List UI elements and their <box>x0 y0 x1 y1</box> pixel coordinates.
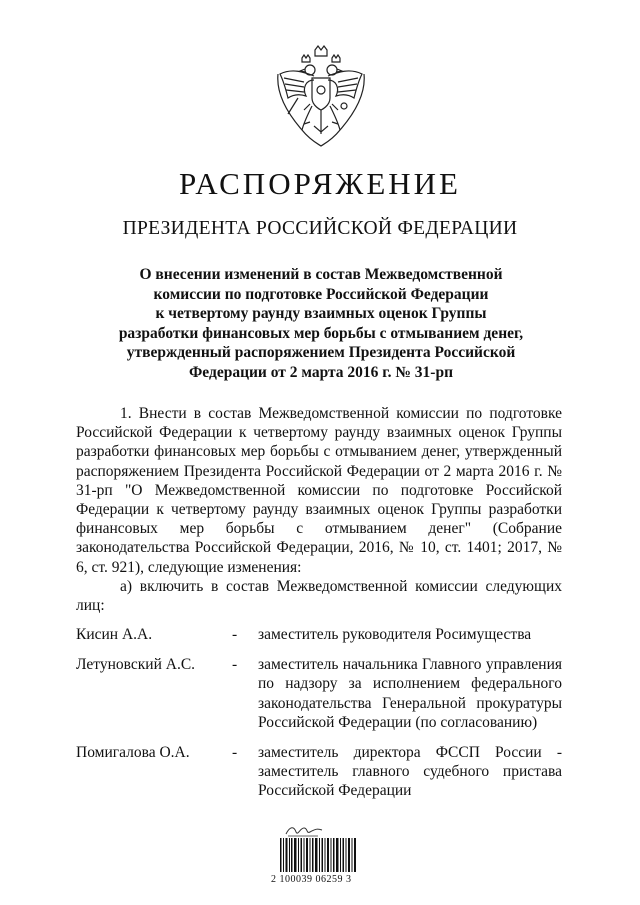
member-row <box>76 625 562 644</box>
heading-line: к четвертому раунду взаимных оценок Группы <box>155 305 487 322</box>
members-list <box>76 625 562 812</box>
body-paragraph: а) включить в состав Межведомственной комиссии следующих лиц: <box>76 577 562 615</box>
member-role: заместитель руководителя Росимущества <box>258 626 532 643</box>
member-dash: - <box>232 656 238 674</box>
initials-mark <box>284 822 324 838</box>
document-body <box>76 404 562 615</box>
coat-of-arms-emblem <box>274 44 368 148</box>
body-paragraph: 1. Внести в состав Межведомственной комиссии по подготовке Российской Федерации к четвертому раунду взаимных оценок Группы разработки финансовых мер борьбы с отмыванием денег, утвержденный распоряжением Президента Российской Федерации от 2 марта 2016 г. № 31-рп "О Межведомственной комиссии по подготовке Российской Федерации к четвертому раунду взаимных оценок Группы разработки финансовых мер борьбы с отмыванием денег" (Собрание законодательства Российской Федерации, 2016, № 10, ст. 1401; 2017, № 6, ст. 921), следующие изменения: <box>76 405 562 576</box>
member-row <box>76 743 562 801</box>
member-role: заместитель директора ФССП России - заместитель главного судебного пристава Российской Федерации <box>258 744 562 800</box>
heading-line: комиссии по подготовке Российской Федерации <box>153 285 489 303</box>
member-dash: - <box>232 744 238 762</box>
member-name: Летуновский А.С. <box>76 656 196 674</box>
heading-line: утвержденный распоряжением Президента Российской <box>126 344 516 361</box>
heading-line: О внесении изменений в состав Межведомственной <box>139 266 503 283</box>
barcode <box>280 838 356 872</box>
document-title: РАСПОРЯЖЕНИЕ <box>179 166 461 201</box>
member-name: Кисин А.А. <box>76 626 153 643</box>
member-dash: - <box>232 626 238 643</box>
member-row <box>76 655 562 732</box>
heading-line: Федерации от 2 марта 2016 г. № 31-рп <box>188 363 454 381</box>
order-heading <box>95 265 547 382</box>
member-role: заместитель начальника Главного управления по надзору за исполнением федерального законодательства Генеральной прокуратуры Российской Федерации (по согласованию) <box>258 656 562 731</box>
barcode-number: 2 100039 06259 3 <box>271 874 352 885</box>
document-subtitle: ПРЕЗИДЕНТА РОССИЙСКОЙ ФЕДЕРАЦИИ <box>122 218 518 239</box>
heading-line: разработки финансовых мер борьбы с отмыванием денег, <box>118 324 524 342</box>
member-name: Помигалова О.А. <box>76 744 190 762</box>
